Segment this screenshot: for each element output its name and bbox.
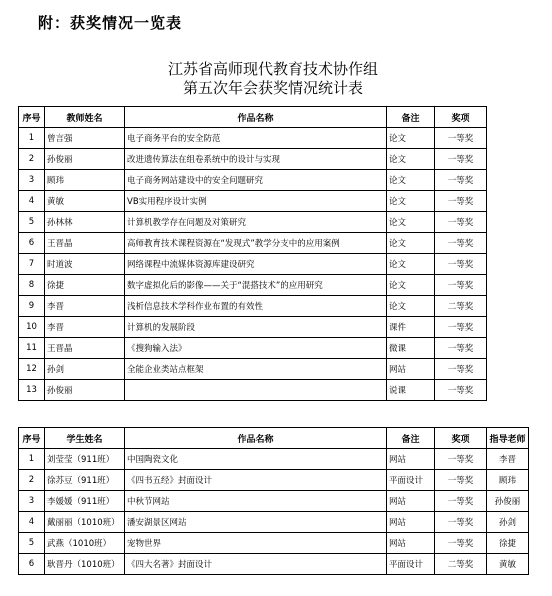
table-row xyxy=(19,254,529,275)
blank-cell xyxy=(487,212,529,233)
blank-cell xyxy=(487,338,529,359)
table-row xyxy=(19,533,529,554)
teacher-awards-table xyxy=(18,106,529,401)
work-title: 电子商务平台的安全防范 xyxy=(125,128,387,149)
work-title: 潘安湖景区网站 xyxy=(125,512,387,533)
table-row xyxy=(19,191,529,212)
table-row xyxy=(19,380,529,401)
award: 一等奖 xyxy=(435,212,487,233)
table-title xyxy=(18,60,528,98)
award: 一等奖 xyxy=(435,470,487,491)
table-row xyxy=(19,338,529,359)
table-row xyxy=(19,128,529,149)
blank-cell xyxy=(487,107,529,128)
note: 论文 xyxy=(387,170,435,191)
award: 一等奖 xyxy=(435,380,487,401)
teacher-name: 王晋晶 xyxy=(45,338,125,359)
note: 平面设计 xyxy=(387,470,435,491)
table-row xyxy=(19,449,529,470)
teacher-name: 孙剑 xyxy=(45,359,125,380)
row-no: 6 xyxy=(19,233,45,254)
work-title: 《四书五经》封面设计 xyxy=(125,470,387,491)
row-no: 4 xyxy=(19,512,45,533)
award: 二等奖 xyxy=(435,296,487,317)
table-row xyxy=(19,149,529,170)
header-advisor: 指导老师 xyxy=(487,428,529,449)
table-row xyxy=(19,359,529,380)
row-no: 5 xyxy=(19,212,45,233)
blank-cell xyxy=(487,380,529,401)
table-row xyxy=(19,296,529,317)
advisor: 顾玮 xyxy=(487,470,529,491)
award: 一等奖 xyxy=(435,233,487,254)
student-name: 戴丽丽（1010班） xyxy=(45,512,125,533)
table-row xyxy=(19,233,529,254)
award: 一等奖 xyxy=(435,191,487,212)
note: 微课 xyxy=(387,338,435,359)
award: 一等奖 xyxy=(435,359,487,380)
note: 论文 xyxy=(387,254,435,275)
teacher-name: 王晋晶 xyxy=(45,233,125,254)
note: 论文 xyxy=(387,296,435,317)
advisor: 徐捷 xyxy=(487,533,529,554)
row-no: 4 xyxy=(19,191,45,212)
teacher-table-header xyxy=(19,107,529,128)
advisor: 孙俊丽 xyxy=(487,491,529,512)
work-title: 全能企业类站点框架 xyxy=(125,359,387,380)
blank-cell xyxy=(487,191,529,212)
table-row xyxy=(19,470,529,491)
note: 网站 xyxy=(387,533,435,554)
award: 一等奖 xyxy=(435,170,487,191)
row-no: 3 xyxy=(19,491,45,512)
award: 一等奖 xyxy=(435,449,487,470)
student-name: 武燕（1010班） xyxy=(45,533,125,554)
blank-cell xyxy=(487,317,529,338)
row-no: 2 xyxy=(19,149,45,170)
row-no: 10 xyxy=(19,317,45,338)
header-no: 序号 xyxy=(19,428,45,449)
teacher-name: 李晋 xyxy=(45,317,125,338)
note: 论文 xyxy=(387,212,435,233)
row-no: 1 xyxy=(19,128,45,149)
student-awards-table xyxy=(18,427,529,575)
award: 一等奖 xyxy=(435,512,487,533)
advisor: 孙剑 xyxy=(487,512,529,533)
award: 一等奖 xyxy=(435,338,487,359)
row-no: 8 xyxy=(19,275,45,296)
note: 网站 xyxy=(387,359,435,380)
teacher-name: 孙林林 xyxy=(45,212,125,233)
row-no: 13 xyxy=(19,380,45,401)
teacher-name: 孙俊丽 xyxy=(45,380,125,401)
note: 平面设计 xyxy=(387,554,435,575)
award: 一等奖 xyxy=(435,254,487,275)
note: 论文 xyxy=(387,191,435,212)
table-row xyxy=(19,212,529,233)
blank-cell xyxy=(487,254,529,275)
work-title: 改进遗传算法在组卷系统中的设计与实现 xyxy=(125,149,387,170)
award: 一等奖 xyxy=(435,533,487,554)
student-table-header xyxy=(19,428,529,449)
blank-cell xyxy=(487,275,529,296)
teacher-name: 李晋 xyxy=(45,296,125,317)
note: 论文 xyxy=(387,149,435,170)
work-title: 计算机教学存在问题及对策研究 xyxy=(125,212,387,233)
header-note: 备注 xyxy=(387,107,435,128)
award: 一等奖 xyxy=(435,149,487,170)
work-title: 电子商务网站建设中的安全问题研究 xyxy=(125,170,387,191)
row-no: 12 xyxy=(19,359,45,380)
student-name: 徐苏豆（911班） xyxy=(45,470,125,491)
header-work: 作品名称 xyxy=(125,107,387,128)
work-title: VB实用程序设计实例 xyxy=(125,191,387,212)
award: 一等奖 xyxy=(435,317,487,338)
blank-cell xyxy=(487,128,529,149)
blank-cell xyxy=(487,170,529,191)
table-row xyxy=(19,554,529,575)
row-no: 9 xyxy=(19,296,45,317)
work-title: 浅析信息技术学科作业布置的有效性 xyxy=(125,296,387,317)
header-student-name: 学生姓名 xyxy=(45,428,125,449)
award: 二等奖 xyxy=(435,554,487,575)
award: 一等奖 xyxy=(435,275,487,296)
work-title: 数字虚拟化后的影像——关于“混搭技术”的应用研究 xyxy=(125,275,387,296)
table-row xyxy=(19,512,529,533)
note: 网站 xyxy=(387,512,435,533)
teacher-name: 时道波 xyxy=(45,254,125,275)
advisor: 李晋 xyxy=(487,449,529,470)
blank-cell xyxy=(487,233,529,254)
work-title: 网络课程中流媒体资源库建设研究 xyxy=(125,254,387,275)
title-line-1: 江苏省高师现代教育技术协作组 xyxy=(167,60,378,78)
header-award: 奖项 xyxy=(435,107,487,128)
blank-cell xyxy=(487,296,529,317)
row-no: 5 xyxy=(19,533,45,554)
teacher-name: 顾玮 xyxy=(45,170,125,191)
row-no: 1 xyxy=(19,449,45,470)
teacher-name: 徐捷 xyxy=(45,275,125,296)
blank-cell xyxy=(487,359,529,380)
work-title: 中秋节网站 xyxy=(125,491,387,512)
table-row xyxy=(19,317,529,338)
teacher-name: 孙俊丽 xyxy=(45,149,125,170)
note: 说课 xyxy=(387,380,435,401)
work-title: 高师教育技术课程资源在“发现式”教学分支中的应用案例 xyxy=(125,233,387,254)
row-no: 6 xyxy=(19,554,45,575)
award: 一等奖 xyxy=(435,128,487,149)
work-title: 《四大名著》封面设计 xyxy=(125,554,387,575)
work-title: 宠物世界 xyxy=(125,533,387,554)
teacher-name: 曾言强 xyxy=(45,128,125,149)
student-name: 耿晋丹（1010班） xyxy=(45,554,125,575)
header-teacher-name: 教师姓名 xyxy=(45,107,125,128)
work-title xyxy=(125,380,387,401)
work-title: 中国陶瓷文化 xyxy=(125,449,387,470)
row-no: 11 xyxy=(19,338,45,359)
note: 论文 xyxy=(387,128,435,149)
work-title: 《搜狗输入法》 xyxy=(125,338,387,359)
advisor: 黄敏 xyxy=(487,554,529,575)
table-row xyxy=(19,275,529,296)
note: 网站 xyxy=(387,449,435,470)
title-line-2: 第五次年会获奖情况统计表 xyxy=(182,79,363,97)
student-name: 刘莹莹（911班） xyxy=(45,449,125,470)
note: 网站 xyxy=(387,491,435,512)
award: 一等奖 xyxy=(435,491,487,512)
table-row xyxy=(19,491,529,512)
blank-cell xyxy=(487,149,529,170)
table-row xyxy=(19,170,529,191)
appendix-heading: 附：获奖情况一览表 xyxy=(38,14,183,32)
row-no: 2 xyxy=(19,470,45,491)
header-work: 作品名称 xyxy=(125,428,387,449)
note: 论文 xyxy=(387,275,435,296)
header-award: 奖项 xyxy=(435,428,487,449)
row-no: 3 xyxy=(19,170,45,191)
teacher-name: 黄敏 xyxy=(45,191,125,212)
student-name: 李媛媛（911班） xyxy=(45,491,125,512)
header-no: 序号 xyxy=(19,107,45,128)
row-no: 7 xyxy=(19,254,45,275)
note: 课件 xyxy=(387,317,435,338)
work-title: 计算机的发展阶段 xyxy=(125,317,387,338)
header-note: 备注 xyxy=(387,428,435,449)
note: 论文 xyxy=(387,233,435,254)
